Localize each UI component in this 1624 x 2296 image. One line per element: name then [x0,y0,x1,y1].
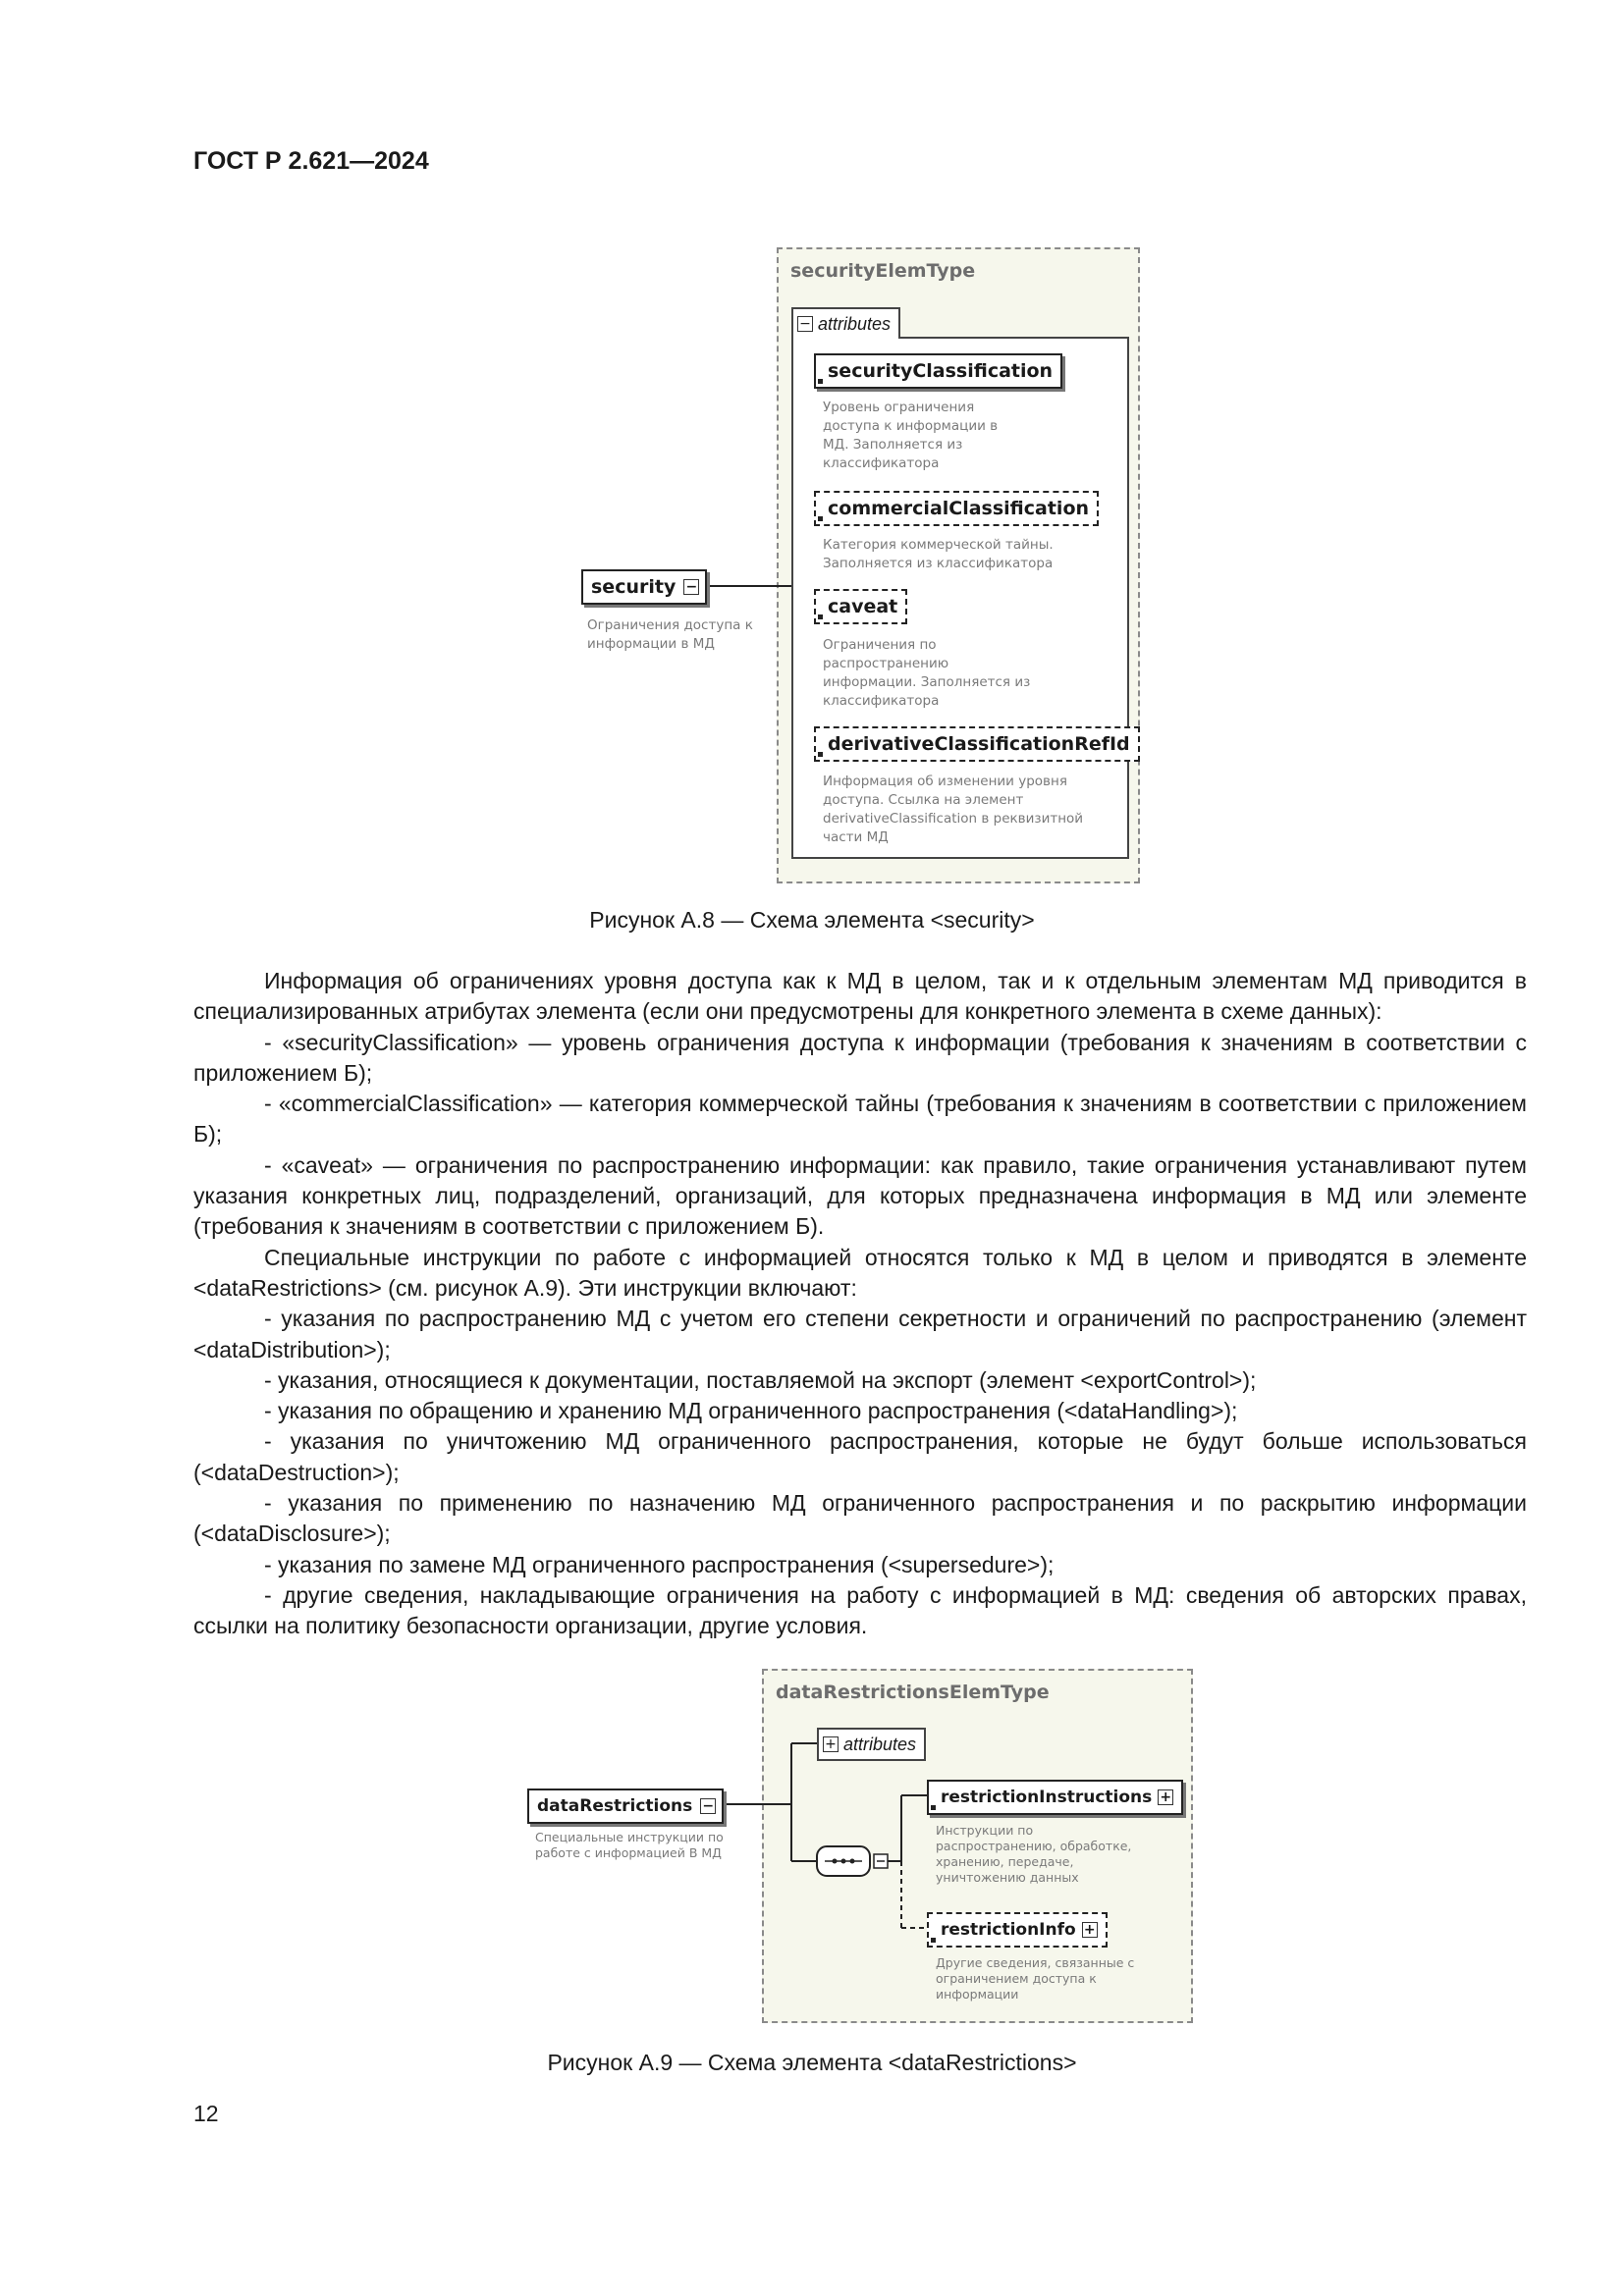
element-restriction-instructions[interactable] [927,1780,1183,1815]
list-item: - указания по распространению МД с учетом его степени секретности и ограничений по распространению (элемент <dataDistribution>); [193,1306,1527,1362]
list-item: - указания по замене МД ограниченного распространения (<supersedure>); [264,1551,1055,1577]
collapse-icon[interactable]: − [797,316,813,332]
element-description: Другие сведения, связанные с ограничением доступа к информации [936,1955,1135,2002]
attribute-description: Ограничения по распространению информации. Заполняется из классификатора [823,637,1031,709]
element-marker-icon [931,1938,936,1943]
attribute-description: Категория коммерческой тайны. Заполняется из классификатора [823,537,1054,571]
paragraph: Специальные инструкции по работе с информацией относятся только к МД в целом и приводятся в элементе <dataRestrictions> (см. рисунок А.9). Эти инструкции включают: [193,1244,1527,1301]
expand-icon[interactable]: + [1158,1789,1173,1805]
element-name: restrictionInfo [941,1920,1076,1940]
attribute-name: derivativeClassificationRefId [828,733,1130,755]
attribute-name: caveat [828,596,898,617]
attribute-description: Информация об изменении уровня доступа. Ссылка на элемент derivativeClassification в реквизитной части МД [823,774,1084,845]
data-restrictions-root-element[interactable] [527,1789,724,1824]
element-name: restrictionInstructions [941,1788,1153,1807]
root-element-label: security [591,576,677,598]
attribute-description: Уровень ограничения доступа к информации в МД. Заполняется из классификатора [823,400,999,471]
list-item: - указания по применению по назначению МД ограниченного распространения и по раскрытию информации (<dataDisclosure>); [193,1490,1527,1547]
attribute-name: securityClassification [828,360,1054,382]
element-marker-icon [931,1805,936,1810]
figure-a9-caption: Рисунок А.9 — Схема элемента <dataRestrictions> [547,2050,1077,2075]
expand-icon[interactable]: + [823,1736,839,1752]
security-elem-type-title: securityElemType [790,260,976,282]
data-restrictions-elem-type-title: dataRestrictionsElemType [776,1682,1050,1703]
page-number: 12 [193,2101,219,2126]
document-header: ГОСТ Р 2.621—2024 [193,147,429,175]
figure-a8-caption: Рисунок А.8 — Схема элемента <security> [589,907,1035,933]
root-element-description: Ограничения доступа к информации в МД [587,617,753,652]
list-item: - указания по обращению и хранению МД ограниченного распространения (<dataHandling>); [264,1398,1238,1424]
list-item: - «securityClassification» — уровень ограничения доступа к информации (требования к значениям в соответствии с приложением Б); [193,1029,1527,1086]
root-element-label: dataRestrictions [537,1796,693,1816]
element-description: Инструкции по распространению, обработке, хранению, передаче, уничтожению данных [936,1823,1132,1885]
collapse-icon[interactable]: − [683,579,699,595]
element-restriction-info[interactable] [927,1912,1108,1948]
attributes-label: attributes [843,1734,917,1754]
paragraph: Информация об ограничениях уровня доступа как к МД в целом, так и к отдельным элементам МД приводится в специализированных атрибутах элемента (если они предусмотрены для конкретного элемента в схеме данных): [193,968,1527,1025]
list-item: - «caveat» — ограничения по распространению информации: как правило, такие ограничения устанавливают путем указания конкретных лиц, подразделений, организаций, для которых предназначена информация в МД или элементе (требования к значениям в соответствии с приложением Б). [193,1151,1527,1240]
list-item: - «commercialClassification» — категория коммерческой тайны (требования к значениям в соответствии с приложением Б); [193,1091,1527,1148]
collapse-icon[interactable]: − [700,1798,716,1814]
list-item: - указания по уничтожению МД ограниченного распространения, которые не будут больше использоваться (<dataDestruction>); [193,1428,1527,1485]
root-element-description: Специальные инструкции по работе с информацией В МД [535,1830,724,1860]
attributes-label: attributes [818,313,892,334]
list-item: - другие сведения, накладывающие ограничения на работу с информацией в МД: сведения об авторских правах, ссылки на политику безопасности организации, другие условия. [193,1581,1527,1639]
expand-icon[interactable]: + [1082,1922,1098,1938]
list-item: - указания, относящиеся к документации, поставляемой на экспорт (элемент <exportControl>); [264,1366,1257,1393]
attribute-name: commercialClassification [828,498,1090,519]
